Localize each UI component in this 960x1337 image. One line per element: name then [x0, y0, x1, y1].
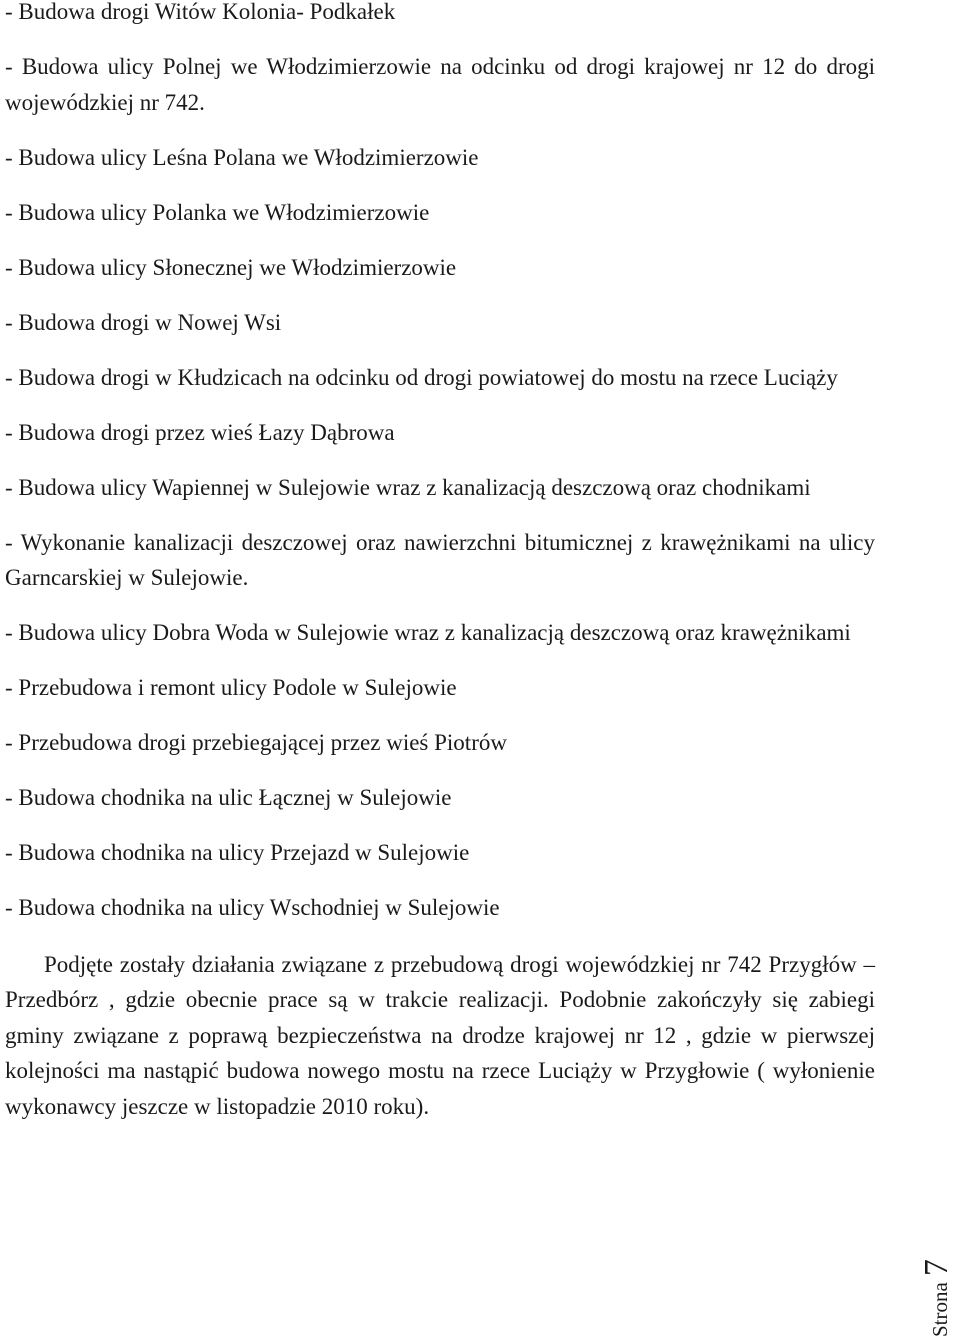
document-page	[5, 0, 875, 1124]
list-item: - Budowa drogi w Nowej Wsi	[5, 309, 282, 335]
list-item: - Budowa chodnika na ulic Łącznej w Sulejowie	[5, 785, 452, 810]
list-item: - Budowa drogi przez wieś Łazy Dąbrowa	[5, 419, 395, 445]
list-item: - Przebudowa i remont ulicy Podole w Sulejowie	[5, 675, 457, 700]
list-item: - Budowa ulicy Polnej we Włodzimierzowie na odcinku od drogi krajowej nr 12 do drogi wojewódzkiej nr 742.	[5, 54, 875, 115]
page-number-marker	[918, 1247, 960, 1337]
list-item: - Budowa ulicy Leśna Polana we Włodzimierzowie	[5, 144, 479, 170]
list-item: - Budowa chodnika na ulicy Przejazd w Sulejowie	[5, 840, 470, 865]
list-item: - Budowa ulicy Dobra Woda w Sulejowie wraz z kanalizacją deszczową oraz krawężnikami	[5, 620, 851, 645]
list-item: - Budowa ulicy Polanka we Włodzimierzowie	[5, 199, 430, 225]
body-paragraph: Podjęte zostały działania związane z przebudową drogi wojewódzkiej nr 742 Przygłów – Przedbórz , gdzie obecnie prace są w trakcie realizacji. Podobnie zakończyły się zabiegi gminy związane z poprawą bezpieczeństwa na drodze krajowej nr 12 , gdzie w pierwszej kolejności ma nastąpić budowa nowego mostu na rzece Luciąży w Przygłowie ( wyłonienie wykonawcy jeszcze w listopadzie 2010 roku).	[5, 951, 875, 1119]
list-item: - Budowa ulicy Słonecznej we Włodzimierzowie	[5, 254, 457, 280]
list-item: - Budowa drogi w Kłudzicach na odcinku od drogi powiatowej do mostu na rzece Luciąży	[5, 364, 838, 390]
list-item: - Budowa chodnika na ulicy Wschodniej w Sulejowie	[5, 895, 500, 920]
list-item: - Wykonanie kanalizacji deszczowej oraz nawierzchni bitumicznej z krawężnikami na ulicy Garncarskiej w Sulejowie.	[5, 529, 875, 590]
list-item: - Budowa drogi Witów Kolonia- Podkałek	[5, 0, 396, 24]
list-item: - Budowa ulicy Wapiennej w Sulejowie wraz z kanalizacją deszczową oraz chodnikami	[5, 474, 811, 500]
list-item: - Przebudowa drogi przebiegającej przez wieś Piotrów	[5, 730, 507, 755]
page-number: 7	[918, 1259, 955, 1277]
page-label: Strona	[928, 1282, 952, 1337]
